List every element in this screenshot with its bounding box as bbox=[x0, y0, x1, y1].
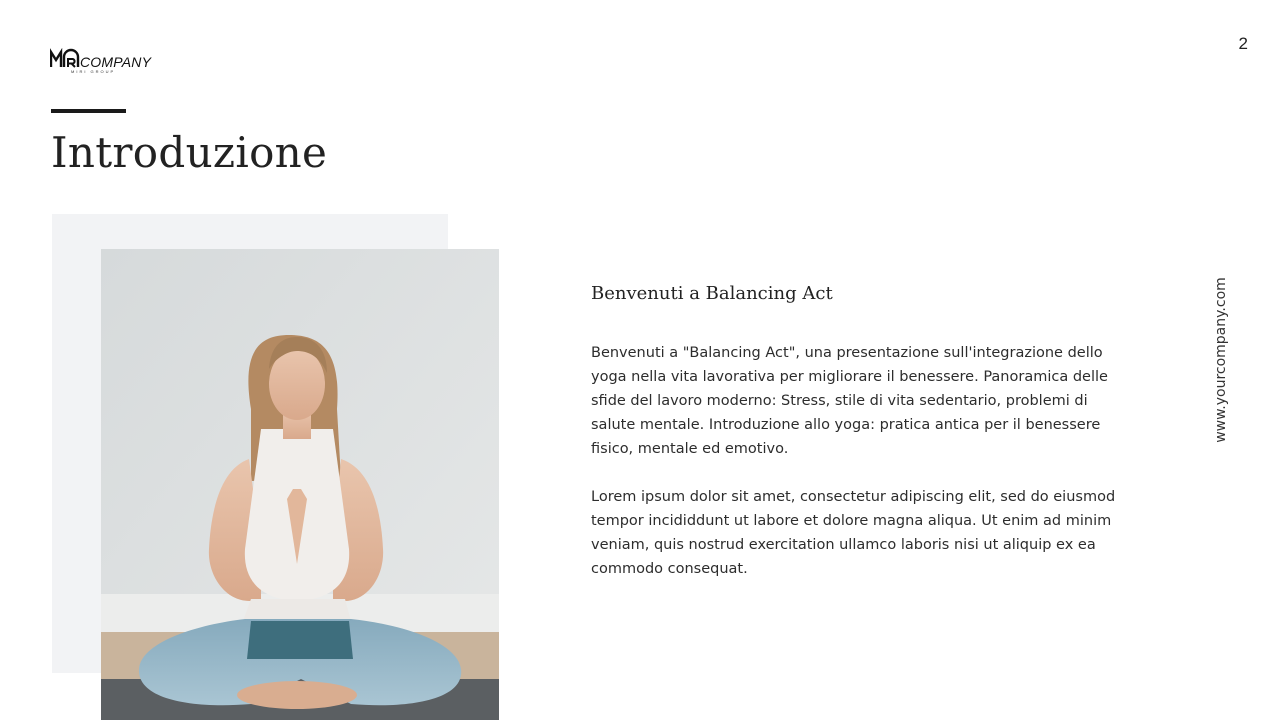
page-number: 2 bbox=[1238, 34, 1248, 53]
company-website-url: www.yourcompany.com bbox=[1213, 277, 1229, 443]
page-title: Introduzione bbox=[51, 128, 328, 177]
intro-paragraph: Benvenuti a "Balancing Act", una presentazione sull'integrazione dello yoga nella vita lavorativa per migliorare il benessere. Panoramica delle sfide del lavoro moderno: Stress, stile di vita sedentario, problemi di salute mentale. Introduzione allo yoga: pratica antica per il benessere fisico, mentale ed emotivo. bbox=[591, 345, 1108, 457]
logo-subtitle: MIRI GROUP bbox=[71, 69, 116, 74]
meditation-illustration bbox=[101, 249, 499, 720]
company-logo bbox=[50, 48, 160, 78]
miri-logo-mark-icon bbox=[50, 48, 82, 68]
logo-wordmark: COMPANY bbox=[80, 54, 152, 70]
content-block bbox=[591, 283, 1131, 605]
title-accent-line bbox=[51, 109, 126, 113]
section-subtitle: Benvenuti a Balancing Act bbox=[591, 283, 833, 304]
lorem-paragraph: Lorem ipsum dolor sit amet, consectetur adipiscing elit, sed do eiusmod tempor incididdunt ut labore et dolore magna aliqua. Ut enim ad minim veniam, quis nostrud exercitation ullamco laboris nisi ut aliquip ex ea commodo consequat. bbox=[591, 489, 1116, 577]
yoga-photo bbox=[101, 249, 499, 720]
